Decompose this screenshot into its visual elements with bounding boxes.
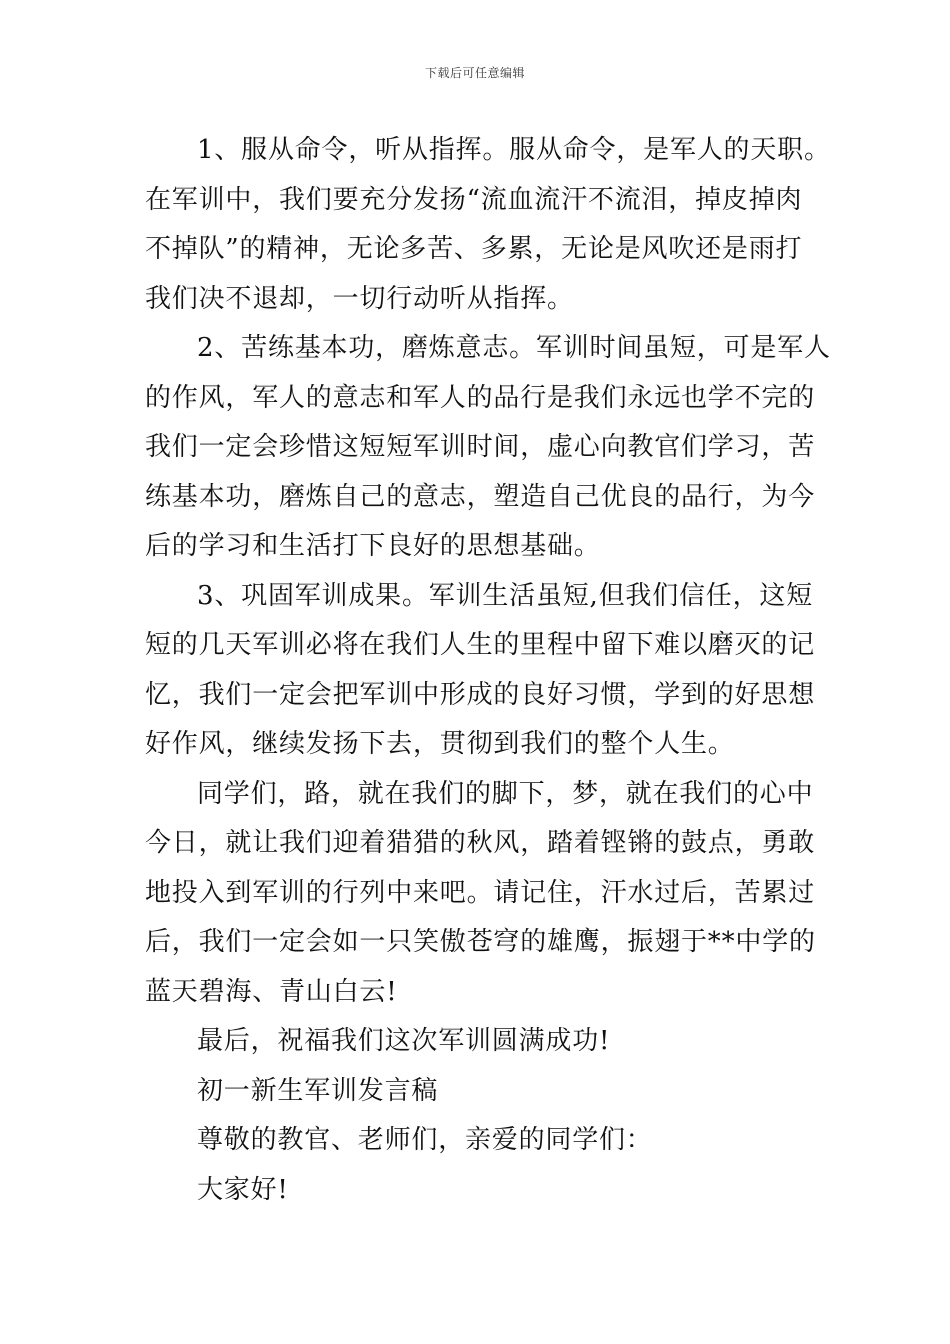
paragraph-3-line-2: 短的几天军训必将在我们人生的里程中留下难以磨灭的记: [145, 630, 816, 660]
document-body: [145, 126, 831, 1215]
salutation: 尊敬的教官、老师们，亲爱的同学们：: [197, 1125, 653, 1155]
paragraph-4-line-3: 地投入到军训的行列中来吧。请记住，汗水过后，苦累过: [145, 877, 816, 908]
closing-line: 最后，祝福我们这次军训圆满成功!: [197, 1026, 611, 1056]
paragraph-3-line-3: 忆，我们一定会把军训中形成的良好习惯，学到的好思想: [145, 679, 816, 710]
speech-title: 初一新生军训发言稿: [197, 1075, 439, 1106]
greeting: 大家好!: [197, 1174, 289, 1205]
page-header: 下载后可任意编辑: [424, 66, 525, 80]
paragraph-3-line-1: 3、巩固军训成果。军训生活虽短,但我们信任，这短: [197, 580, 814, 611]
paragraph-1-line-2: 在军训中，我们要充分发扬“流血流汗不流泪，掉皮掉肉: [145, 184, 803, 215]
paragraph-1-line-1: 1、服从命令，听从指挥。服从命令，是军人的天职。: [197, 135, 831, 165]
paragraph-2-line-4: 练基本功，磨炼自己的意志，塑造自己优良的品行，为今: [145, 481, 816, 512]
paragraph-4-line-4: 后，我们一定会如一只笑傲苍穹的雄鹰，振翅于**中学的: [145, 927, 816, 957]
paragraph-3-line-4: 好作风，继续发扬下去，贯彻到我们的整个人生。: [145, 729, 735, 759]
paragraph-2-line-3: 我们一定会珍惜这短短军训时间，虚心向教官们学习，苦: [145, 432, 816, 462]
paragraph-4-line-1: 同学们，路，就在我们的脚下，梦，就在我们的心中: [197, 778, 814, 809]
paragraph-2-line-2: 的作风，军人的意志和军人的品行是我们永远也学不完的: [145, 382, 816, 413]
paragraph-4-line-2: 今日，就让我们迎着猎猎的秋风，踏着铿锵的鼓点，勇敢: [145, 828, 816, 858]
paragraph-4-line-5: 蓝天碧海、青山白云!: [145, 976, 398, 1007]
paragraph-2-line-5: 后的学习和生活打下良好的思想基础。: [145, 531, 601, 561]
paragraph-1-line-3: 不掉队”的精神，无论多苦、多累，无论是风吹还是雨打: [145, 234, 803, 264]
paragraph-1-line-4: 我们决不退却，一切行动听从指挥。: [145, 283, 574, 314]
paragraph-2-line-1: 2、苦练基本功，磨炼意志。军训时间虽短，可是军人: [197, 333, 831, 363]
